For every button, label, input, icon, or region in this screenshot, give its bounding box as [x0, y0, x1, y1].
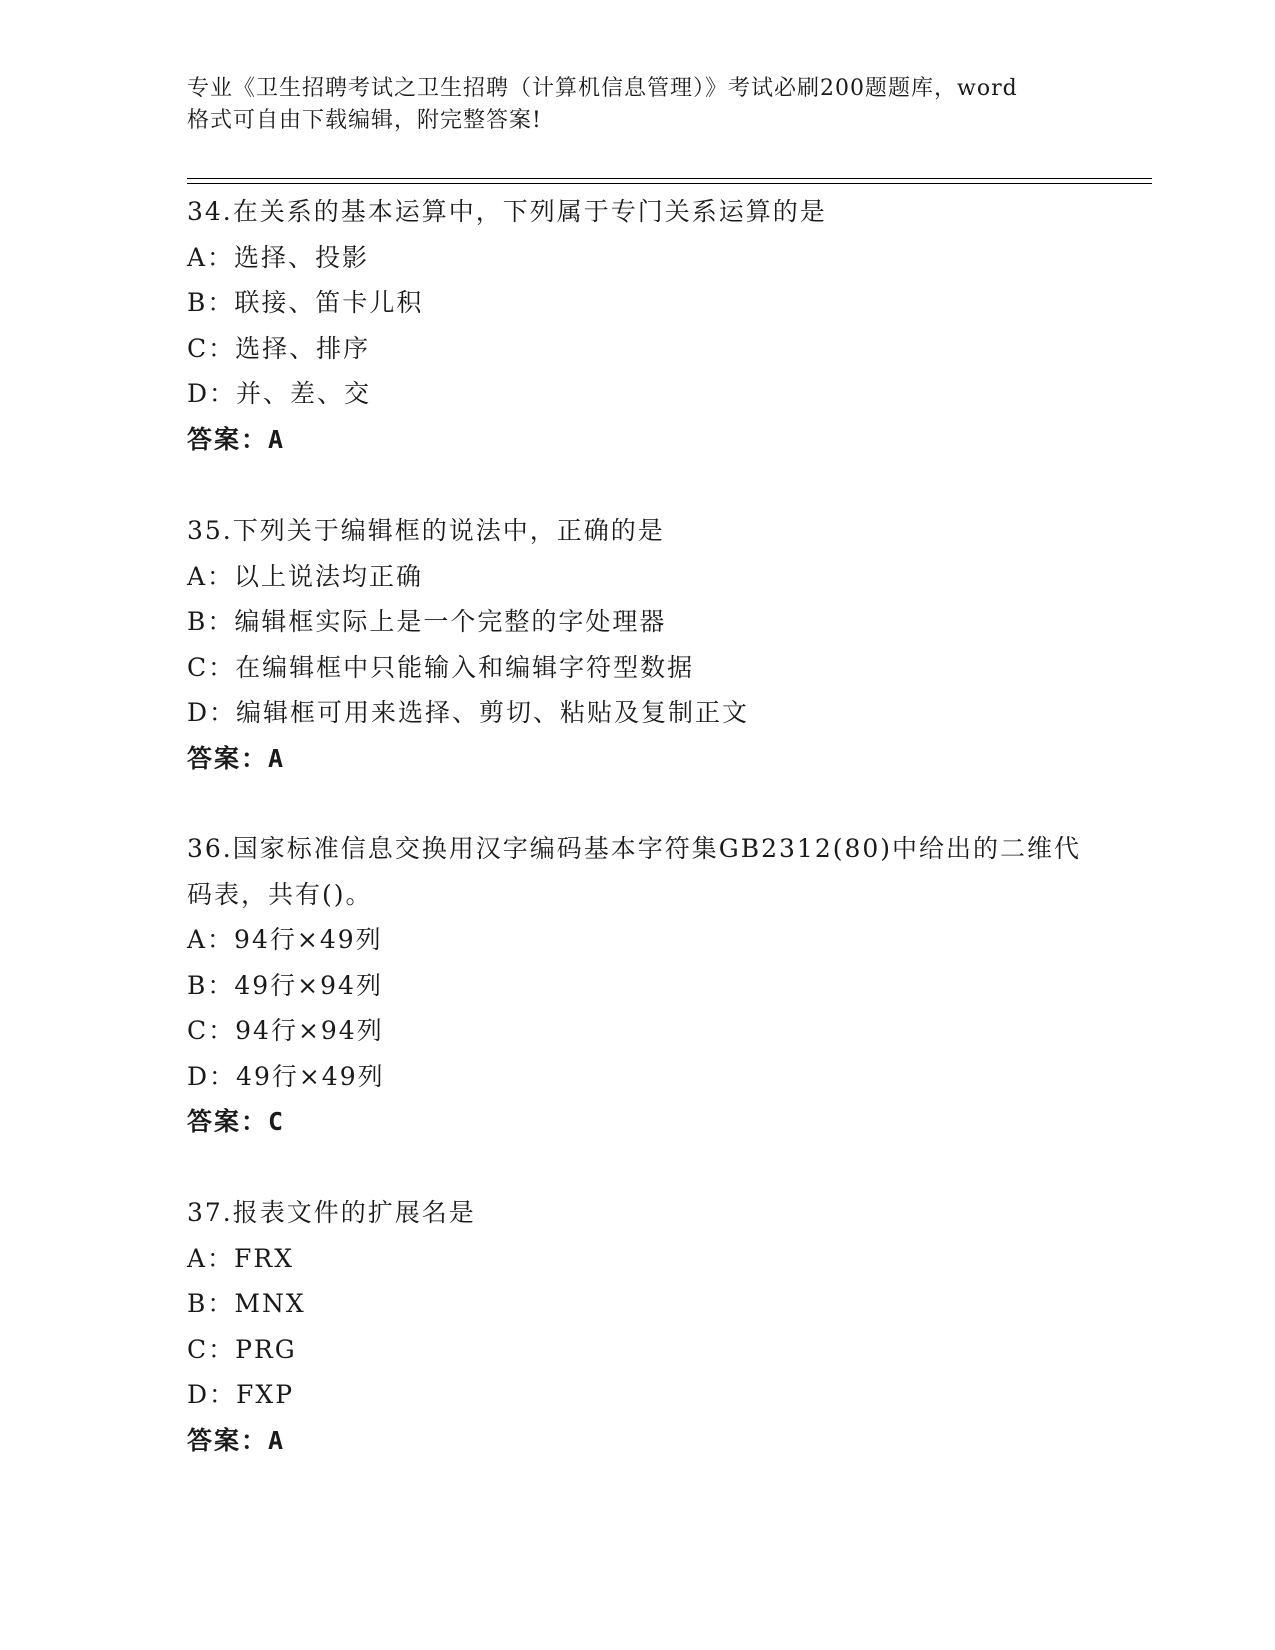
question-title: 37.报表文件的扩展名是 — [187, 1198, 476, 1227]
header-divider-bottom — [187, 183, 1152, 184]
option-b: B：联接、笛卡儿积 — [187, 288, 424, 317]
document-header — [187, 73, 1087, 137]
option-a: A：FRX — [187, 1243, 295, 1273]
answer-label: 答案： — [187, 743, 269, 773]
option-c: C：选择、排序 — [187, 333, 371, 363]
question-35 — [187, 508, 1087, 781]
option-b: B：编辑框实际上是一个完整的字处理器 — [187, 607, 667, 636]
question-37 — [187, 1190, 1087, 1463]
option-a: A：以上说法均正确 — [187, 561, 424, 591]
question-title: 35.下列关于编辑框的说法中，正确的是 — [187, 516, 665, 545]
answer-value: A — [268, 1425, 286, 1455]
question-title: 34.在关系的基本运算中，下列属于专门关系运算的是 — [187, 197, 827, 226]
option-d: D：49行×49列 — [187, 1061, 385, 1091]
answer-line — [187, 417, 1087, 463]
option-d: D：并、差、交 — [187, 379, 372, 408]
option-d: D：FXP — [187, 1380, 295, 1409]
question-36 — [187, 826, 1087, 1145]
option-c: C：在编辑框中只能输入和编辑字符型数据 — [187, 652, 695, 682]
answer-label: 答案： — [187, 424, 269, 454]
answer-label: 答案： — [187, 1107, 269, 1136]
option-d: D：编辑框可用来选择、剪切、粘贴及复制正文 — [187, 698, 750, 727]
header-line-2: 格式可自由下载编辑，附完整答案! — [187, 108, 542, 133]
header-divider-top — [187, 178, 1152, 179]
answer-line — [187, 736, 1087, 782]
option-c: C：94行×94列 — [187, 1016, 384, 1045]
answer-value: A — [268, 424, 286, 454]
answer-line — [187, 1418, 1087, 1464]
answer-line — [187, 1099, 1087, 1145]
answer-value: C — [268, 1107, 286, 1136]
option-a: A：选择、投影 — [187, 242, 370, 272]
question-34 — [187, 189, 1087, 462]
header-line-1: 专业《卫生招聘考试之卫生招聘（计算机信息管理）》考试必刷200题题库，word — [187, 76, 1018, 101]
option-b: B：MNX — [187, 1289, 306, 1318]
question-title: 36.国家标准信息交换用汉字编码基本字符集GB2312(80)中给出的二维代码表，共有()。 — [187, 834, 1082, 909]
option-c: C：PRG — [187, 1334, 297, 1364]
answer-value: A — [268, 743, 286, 773]
option-a: A：94行×49列 — [187, 925, 383, 954]
answer-label: 答案： — [187, 1425, 269, 1455]
option-b: B：49行×94列 — [187, 970, 383, 1000]
